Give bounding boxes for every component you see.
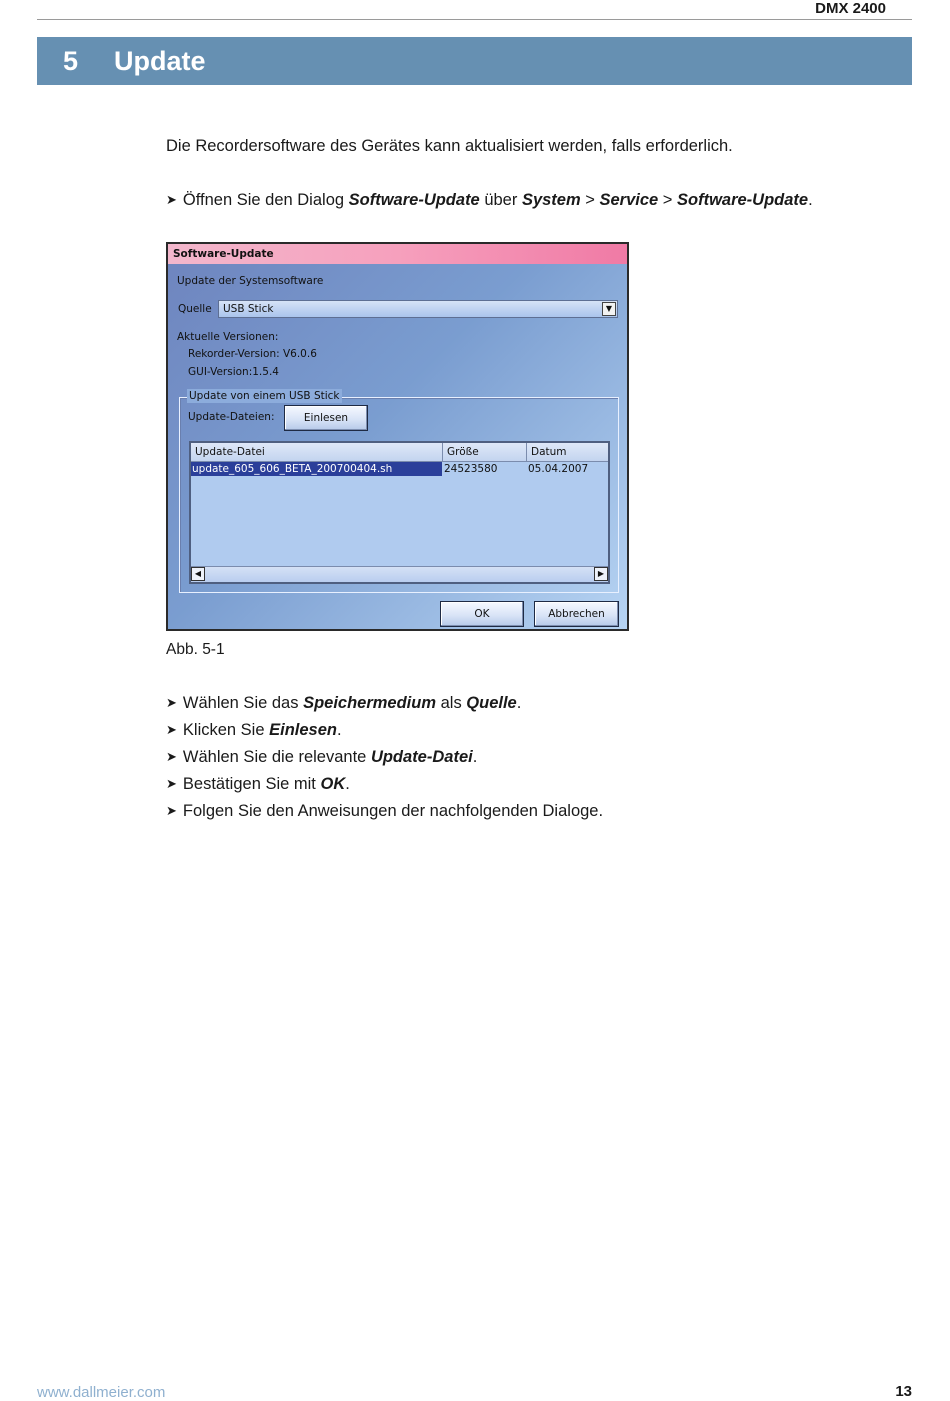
- source-select[interactable]: [218, 300, 618, 318]
- step-open-dialog: [166, 191, 813, 210]
- list-header: [191, 443, 608, 462]
- source-label: Quelle: [178, 303, 212, 315]
- page-number: 13: [895, 1383, 912, 1400]
- separator: >: [658, 191, 677, 209]
- update-file-list[interactable]: [189, 441, 610, 584]
- column-header-file[interactable]: Update-Datei: [191, 443, 443, 461]
- step-text: .: [345, 775, 350, 793]
- cancel-button[interactable]: Abbrechen: [534, 601, 619, 627]
- versions-label: Aktuelle Versionen:: [177, 331, 279, 343]
- step-text: .: [472, 748, 478, 766]
- dialog-title-bar: Software-Update: [168, 244, 627, 264]
- arrow-bullet-icon: ➤: [166, 192, 177, 207]
- step-item: [166, 775, 350, 794]
- menu-system: System: [521, 191, 581, 209]
- step-emphasis: Einlesen: [269, 721, 337, 739]
- software-update-dialog: [166, 242, 629, 631]
- step-text: Wählen Sie das: [182, 694, 304, 712]
- step-item: [166, 748, 477, 767]
- arrow-bullet-icon: ➤: [166, 722, 177, 737]
- figure-caption: Abb. 5-1: [166, 641, 225, 658]
- scroll-left-icon[interactable]: ◀: [191, 567, 205, 581]
- step-emphasis: Quelle: [466, 694, 517, 712]
- arrow-bullet-icon: ➤: [166, 749, 177, 764]
- step-item: [166, 721, 342, 740]
- footer-website-link[interactable]: www.dallmeier.com: [37, 1384, 166, 1401]
- row-file-name[interactable]: update_605_606_BETA_200700404.sh: [192, 463, 393, 475]
- step-emphasis: OK: [320, 775, 346, 793]
- step-text: Folgen Sie den Anweisungen der nachfolgenden Dialoge.: [182, 802, 604, 820]
- gui-version: GUI-Version:1.5.4: [188, 366, 279, 378]
- step-emphasis: Speichermedium: [303, 694, 437, 712]
- step-emphasis: Update-Datei: [370, 748, 473, 766]
- update-files-label: Update-Dateien:: [188, 411, 275, 423]
- arrow-bullet-icon: ➤: [166, 776, 177, 791]
- dialog-name: Software-Update: [348, 191, 480, 209]
- horizontal-scrollbar[interactable]: [191, 566, 608, 582]
- separator: >: [580, 191, 600, 209]
- column-header-size[interactable]: Größe: [443, 443, 527, 461]
- row-file-size: 24523580: [444, 463, 498, 475]
- chevron-down-icon[interactable]: ▼: [602, 302, 616, 316]
- step-text: Öffnen Sie den Dialog: [182, 191, 349, 209]
- row-file-date: 05.04.2007: [528, 463, 589, 475]
- recorder-version: Rekorder-Version: V6.0.6: [188, 348, 317, 360]
- arrow-bullet-icon: ➤: [166, 695, 177, 710]
- step-text: über: [479, 191, 522, 209]
- read-button[interactable]: Einlesen: [284, 405, 368, 431]
- step-text: als: [436, 694, 467, 712]
- dialog-heading: Update der Systemsoftware: [177, 275, 324, 287]
- chapter-number: 5: [63, 46, 79, 76]
- menu-software-update: Software-Update: [677, 191, 809, 209]
- step-text: .: [808, 191, 813, 209]
- intro-paragraph: Die Recordersoftware des Gerätes kann aktualisiert werden, falls erforderlich.: [166, 137, 733, 155]
- step-text: .: [516, 694, 522, 712]
- header-rule: [37, 19, 912, 20]
- ok-button[interactable]: OK: [440, 601, 524, 627]
- step-text: Bestätigen Sie mit: [182, 775, 321, 793]
- step-item: [166, 802, 603, 821]
- step-item: [166, 694, 521, 713]
- step-text: Klicken Sie: [182, 721, 270, 739]
- scroll-right-icon[interactable]: ▶: [594, 567, 608, 581]
- chapter-title: Update: [114, 46, 206, 76]
- group-title: Update von einem USB Stick: [189, 390, 340, 402]
- step-text: Wählen Sie die relevante: [182, 748, 371, 766]
- menu-service: Service: [599, 191, 659, 209]
- document-product-name: DMX 2400: [815, 0, 886, 17]
- chapter-heading-bar: [37, 37, 912, 85]
- arrow-bullet-icon: ➤: [166, 803, 177, 818]
- source-select-value: USB Stick: [223, 303, 274, 315]
- step-text: .: [337, 721, 342, 739]
- column-header-date[interactable]: Datum: [531, 446, 567, 458]
